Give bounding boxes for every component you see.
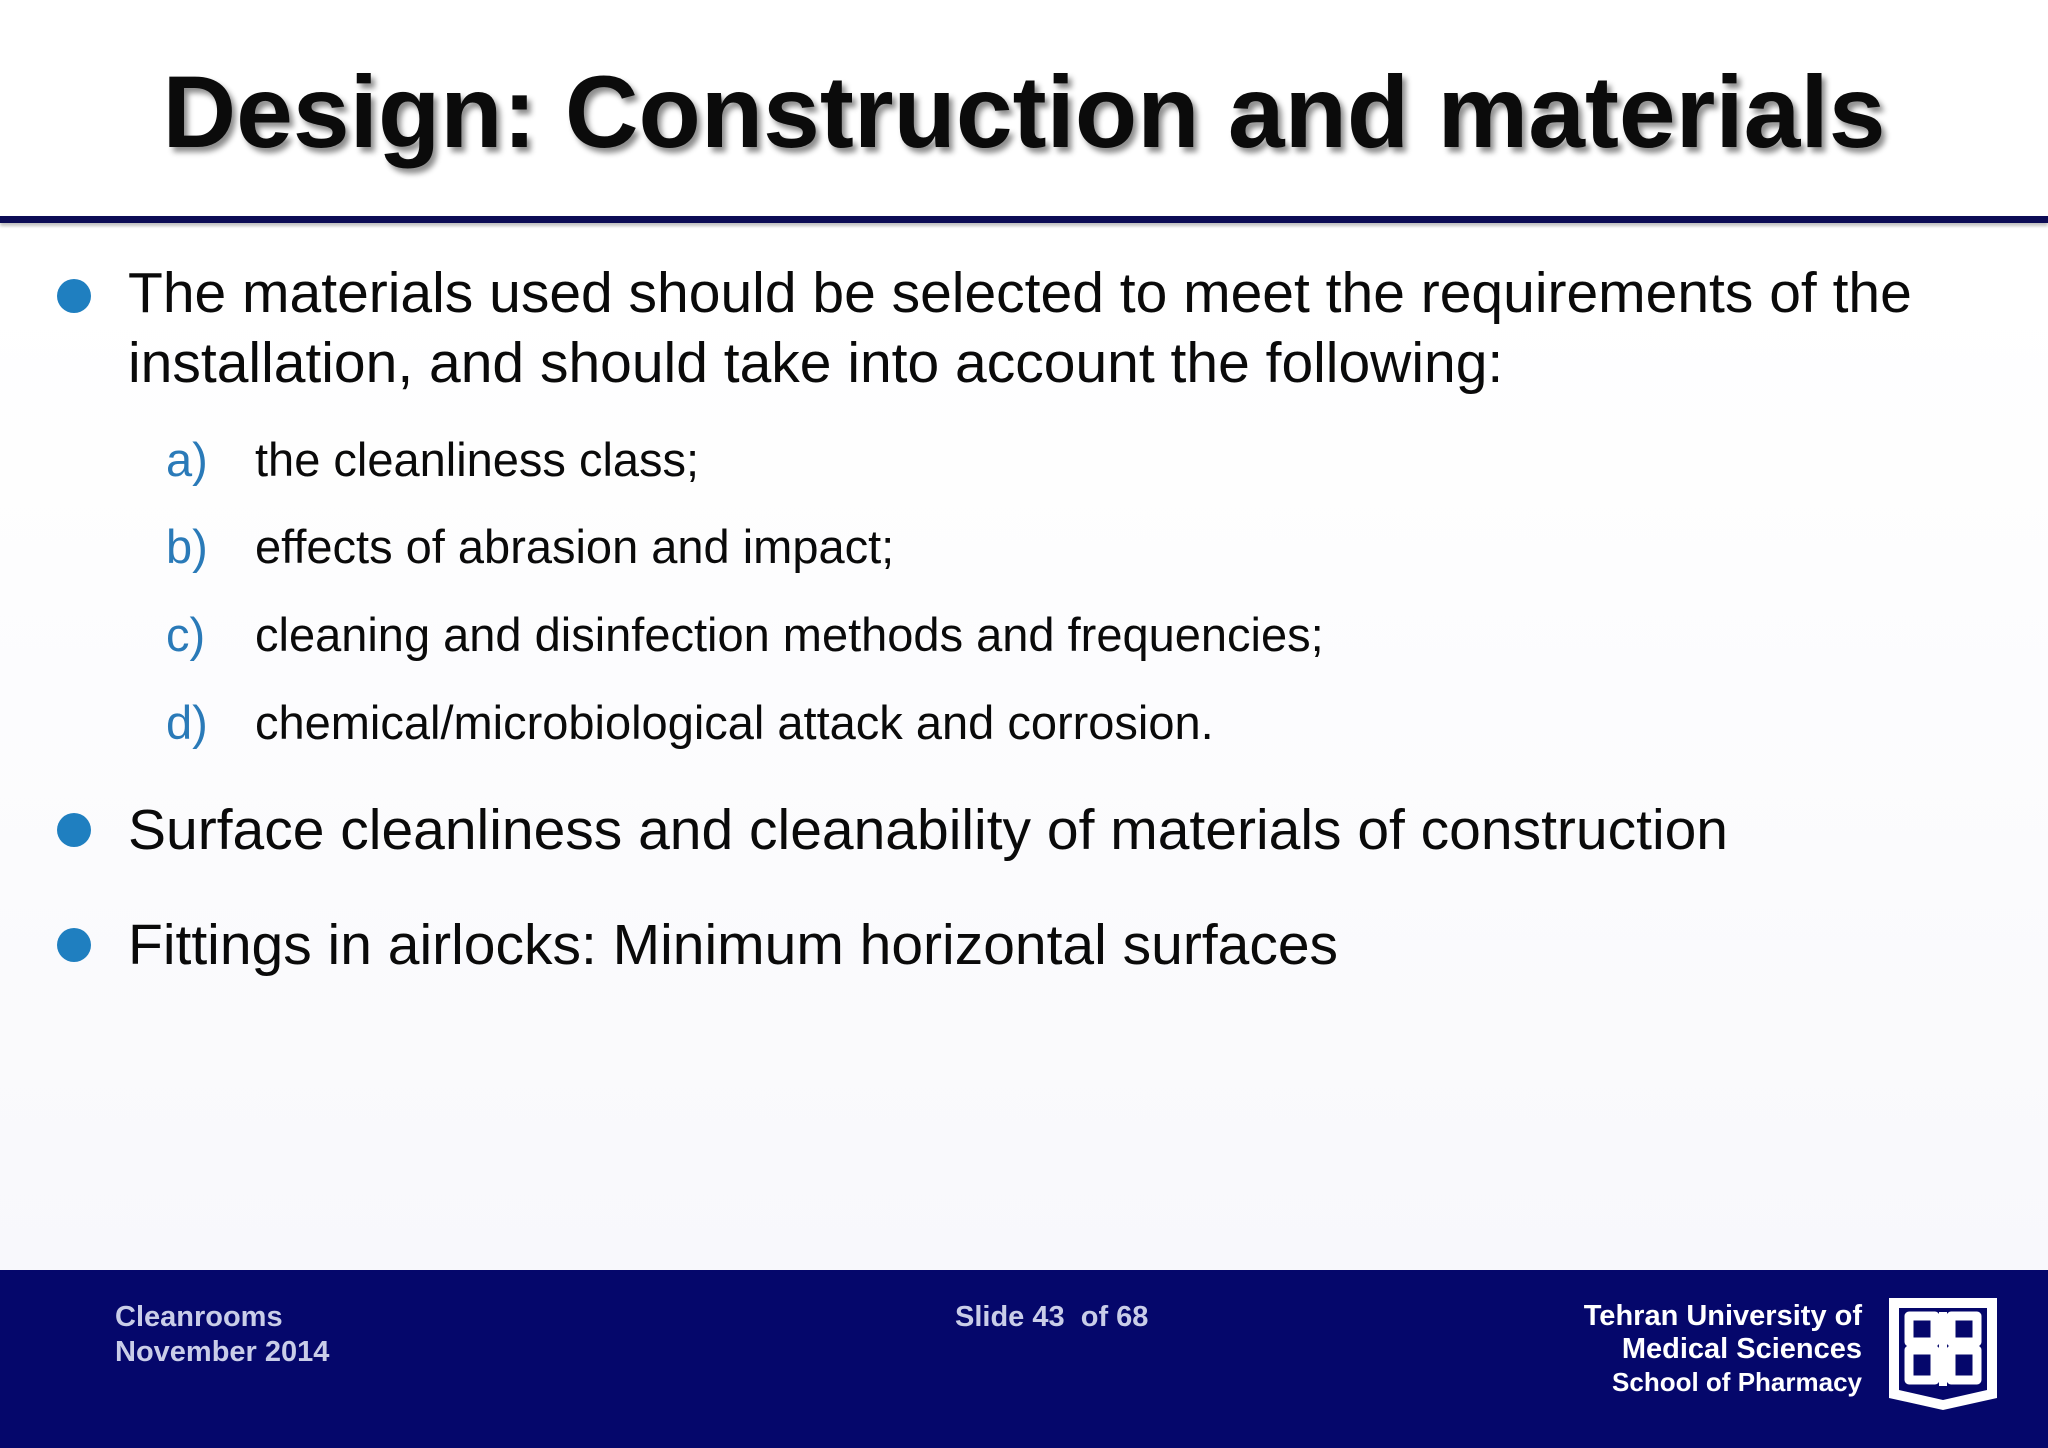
sub-item-text: effects of abrasion and impact; bbox=[255, 520, 895, 573]
sub-item-marker: c) bbox=[166, 608, 206, 661]
slide-title: Design: Construction and materials bbox=[162, 55, 1886, 169]
bullet-icon bbox=[57, 813, 91, 847]
sub-item-marker: d) bbox=[166, 696, 208, 749]
institution-line-1: Tehran University of bbox=[1583, 1300, 1862, 1332]
sub-item-marker: b) bbox=[166, 520, 208, 573]
bullet-icon bbox=[57, 279, 91, 313]
sub-item-marker: a) bbox=[166, 433, 208, 486]
sub-list-item bbox=[0, 688, 2048, 758]
institution-line-3: School of Pharmacy bbox=[1612, 1367, 1862, 1397]
footer-institution bbox=[1584, 1300, 1862, 1398]
footer-course-info bbox=[115, 1300, 329, 1370]
slide-footer bbox=[0, 1270, 2048, 1448]
footer-course: Cleanrooms bbox=[115, 1301, 283, 1333]
sub-item-text: chemical/microbiological attack and corrosion. bbox=[255, 696, 1214, 749]
sub-list-item bbox=[0, 425, 2048, 495]
title-divider bbox=[0, 216, 2048, 223]
bullet-text: Fittings in airlocks: Minimum horizontal surfaces bbox=[128, 913, 1339, 977]
bullet-text: The materials used should be selected to meet the requirements of the installation, and should take into account the following: bbox=[128, 261, 1912, 395]
footer-date: November 2014 bbox=[115, 1336, 330, 1368]
sub-item-text: the cleanliness class; bbox=[255, 433, 700, 486]
slide-counter: Slide 43 of 68 bbox=[955, 1301, 1149, 1333]
sub-list-item bbox=[0, 512, 2048, 582]
university-emblem-icon bbox=[1885, 1294, 2001, 1412]
sub-item-text: cleaning and disinfection methods and frequencies; bbox=[255, 608, 1324, 661]
sub-list-item bbox=[0, 600, 2048, 670]
bullet-text: Surface cleanliness and cleanability of materials of construction bbox=[128, 798, 1729, 862]
bullet-icon bbox=[57, 928, 91, 962]
institution-line-2: Medical Sciences bbox=[1621, 1333, 1862, 1365]
